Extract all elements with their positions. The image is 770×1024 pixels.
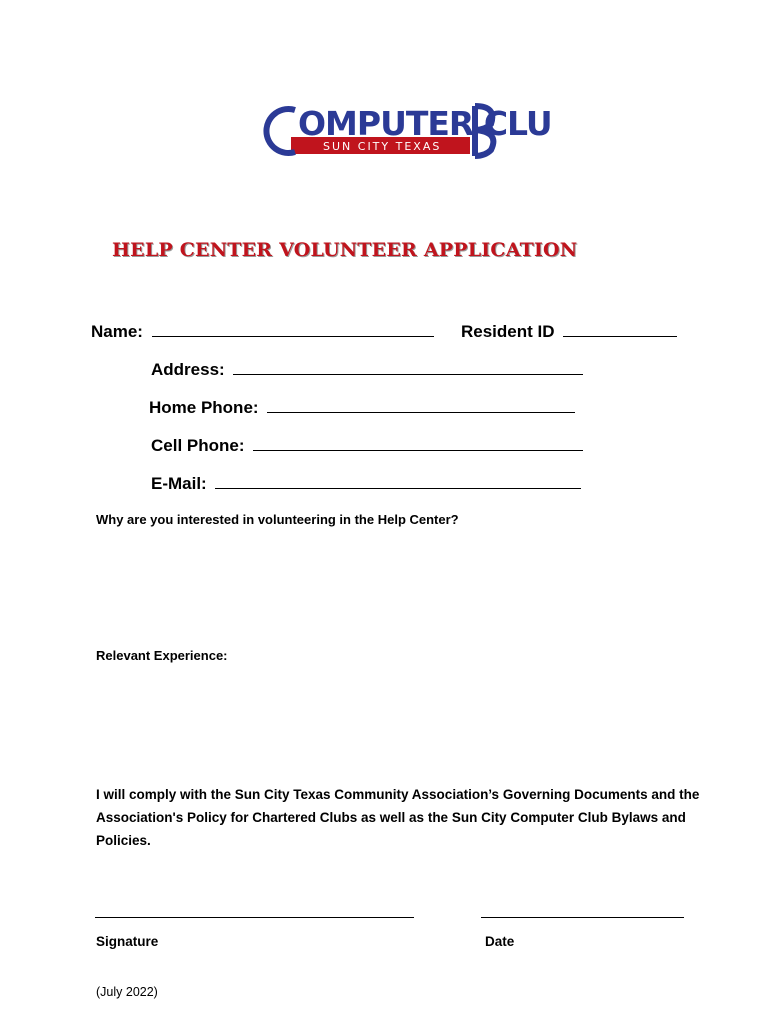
cell-phone-label: Cell Phone: bbox=[151, 436, 245, 455]
revision-date: (July 2022) bbox=[96, 985, 158, 999]
cell-phone-blank-line[interactable] bbox=[253, 436, 583, 451]
email-label: E-Mail: bbox=[151, 474, 207, 493]
signature-line[interactable] bbox=[95, 917, 414, 918]
resident-id-label: Resident ID bbox=[461, 322, 555, 341]
logo-subtitle: SUN CITY TEXAS bbox=[323, 140, 442, 153]
resident-id-field[interactable] bbox=[461, 322, 677, 342]
address-field[interactable] bbox=[151, 360, 583, 380]
name-field[interactable] bbox=[91, 322, 434, 342]
interest-question: Why are you interested in volunteering in the Help Center? bbox=[96, 512, 459, 527]
name-label: Name: bbox=[91, 322, 143, 341]
experience-question: Relevant Experience: bbox=[96, 648, 228, 663]
signature-label: Signature bbox=[96, 934, 159, 949]
computer-club-logo bbox=[265, 100, 552, 160]
home-phone-blank-line[interactable] bbox=[267, 398, 575, 413]
email-field[interactable] bbox=[151, 474, 581, 494]
form-title: HELP CENTER VOLUNTEER APPLICATION bbox=[112, 239, 578, 261]
cell-phone-field[interactable] bbox=[151, 436, 583, 456]
resident-id-blank-line[interactable] bbox=[563, 322, 677, 337]
date-line[interactable] bbox=[481, 917, 684, 918]
address-label: Address: bbox=[151, 360, 225, 379]
address-blank-line[interactable] bbox=[233, 360, 583, 375]
experience-answer-area[interactable] bbox=[96, 668, 716, 768]
email-blank-line[interactable] bbox=[215, 474, 581, 489]
agreement-text: I will comply with the Sun City Texas Community Association’s Governing Documents and the Association's Policy for Chartered Clubs as well as the Sun City Computer Club Bylaws and Policies. bbox=[96, 787, 700, 848]
home-phone-field[interactable] bbox=[149, 398, 575, 418]
interest-answer-area[interactable] bbox=[96, 532, 716, 632]
logo-title: OMPUTER CLU bbox=[298, 104, 552, 143]
home-phone-label: Home Phone: bbox=[149, 398, 259, 417]
date-label: Date bbox=[485, 934, 515, 949]
name-blank-line[interactable] bbox=[152, 322, 434, 337]
